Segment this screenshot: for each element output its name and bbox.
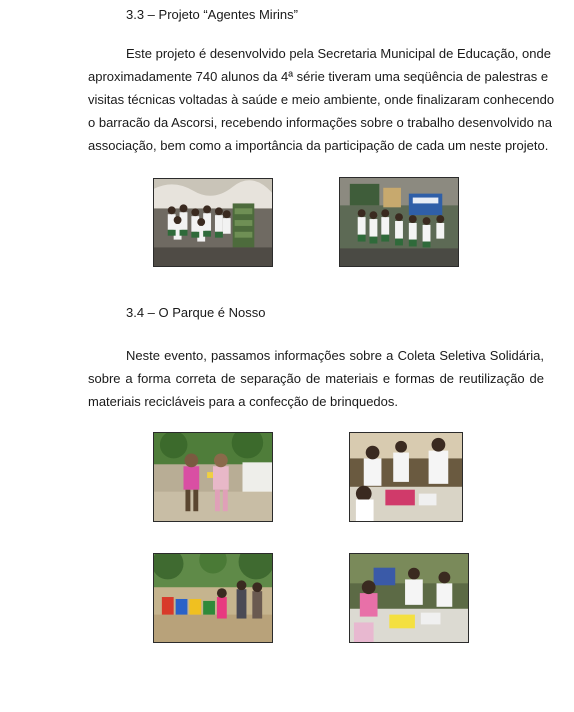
paragraph-line: sobre a forma correta de separação de materiais e formas de reutilização de (88, 371, 544, 386)
children-in-park-photo (153, 432, 273, 522)
paragraph-line: Este projeto é desenvolvido pela Secretaria Municipal de Educação, onde (126, 46, 551, 61)
section-3-3-heading: 3.3 – Projeto “Agentes Mirins” (126, 7, 298, 22)
students-in-warehouse-photo (153, 178, 273, 267)
paragraph-line: visitas técnicas voltadas à saúde e meio ambiente, onde finalizaram conhecendo (88, 92, 555, 107)
section-3-4-heading: 3.4 – O Parque é Nosso (126, 305, 266, 320)
paragraph-line: o barracão da Ascorsi, recebendo informações sobre o trabalho desenvolvido na (88, 115, 552, 130)
recycling-bins-park-photo (153, 553, 273, 643)
section-3-4-paragraph (88, 344, 544, 413)
section-3-3-paragraph (88, 42, 555, 157)
paragraph-line: associação, bem como a importância da participação de cada um neste projeto. (88, 138, 549, 153)
students-at-recycling-shed-photo (339, 177, 459, 267)
paragraph-line: aproximadamente 740 alunos da 4ª série tiveram uma seqüência de palestras e (88, 69, 549, 84)
craft-activity-photo (349, 553, 469, 643)
toy-making-table-photo (349, 432, 463, 522)
paragraph-line: materiais recicláveis para a confecção de brinquedos. (88, 394, 399, 409)
paragraph-line: Neste evento, passamos informações sobre a Coleta Seletiva Solidária, (126, 348, 544, 363)
